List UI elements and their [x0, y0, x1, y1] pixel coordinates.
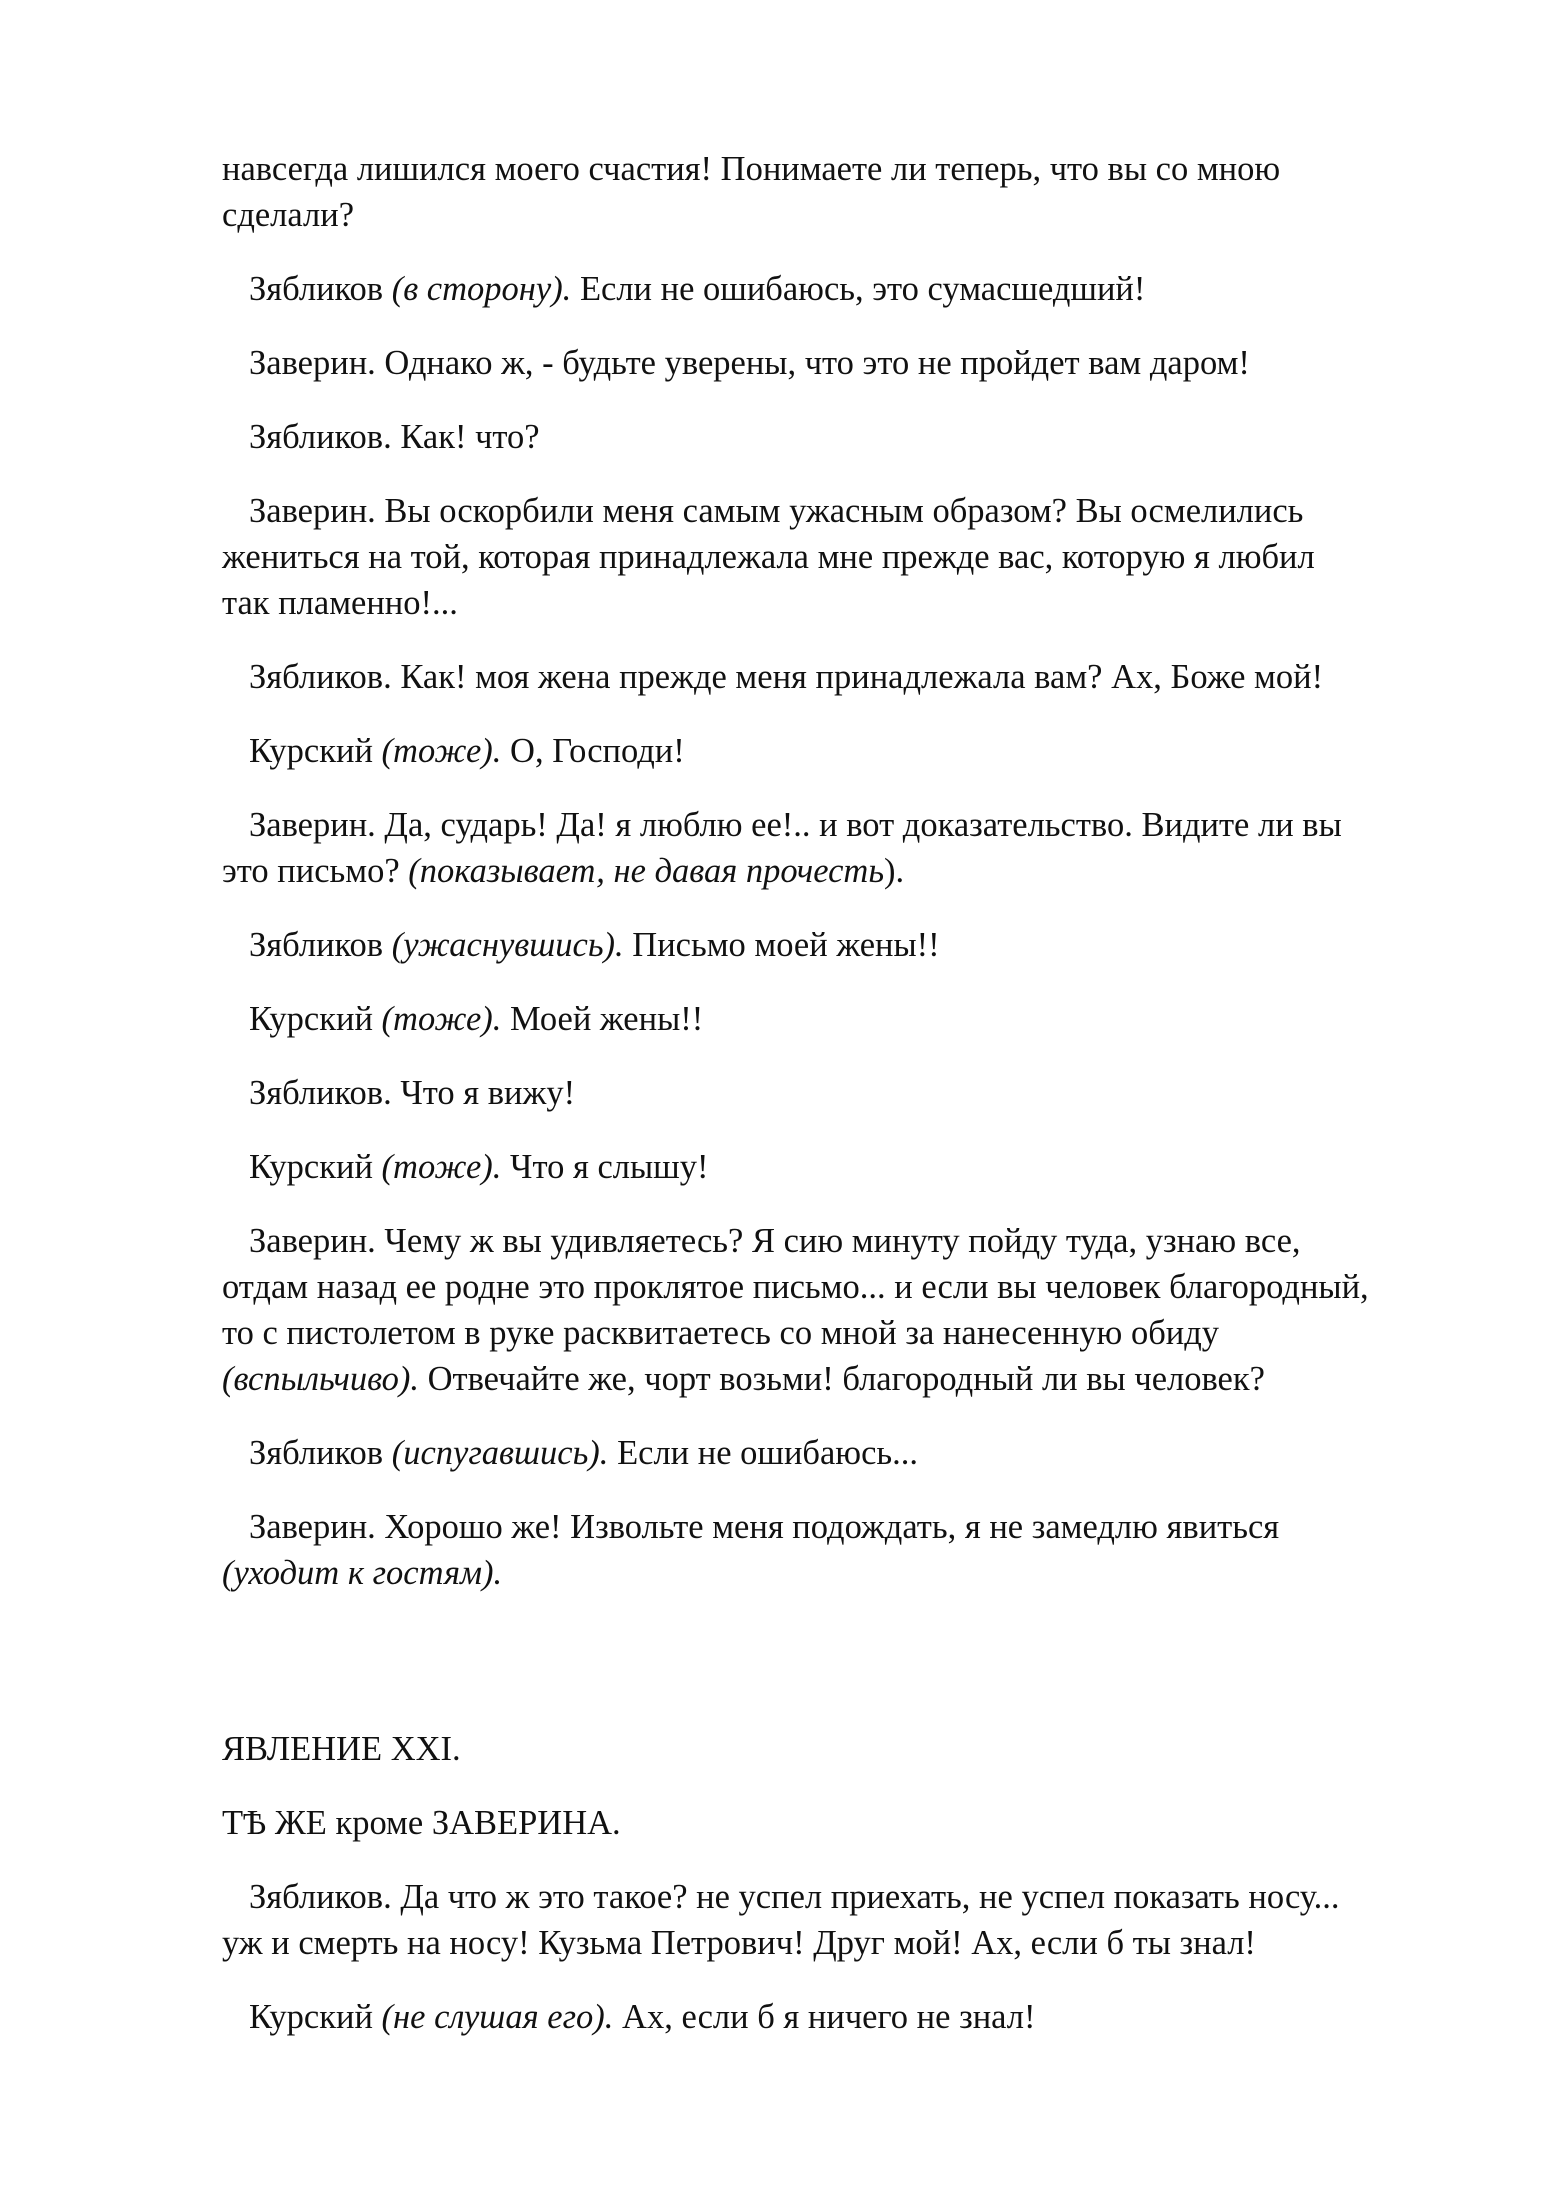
dialogue-line: [222, 1144, 1452, 1190]
dialogue-line: [222, 414, 1452, 460]
dialogue-text: Письмо моей жены!!: [632, 926, 940, 964]
text-line: это письмо?: [222, 852, 400, 890]
text-line: Заверин. Да, сударь! Да! я люблю ее!.. и вот доказательство. Видите ли вы: [249, 806, 1342, 844]
dialogue-text: Что я слышу!: [510, 1148, 709, 1186]
section-spacer: [222, 1624, 1452, 1726]
stage-direction: (тоже).: [381, 1000, 502, 1038]
stage-direction: (показывает, не давая прочесть: [408, 852, 885, 890]
dialogue-text: Зябликов. Как! что?: [249, 418, 540, 456]
dialogue-line: [222, 802, 1452, 894]
dialogue-text: Если не ошибаюсь, это сумасшедший!: [579, 270, 1146, 308]
dialogue-text: Моей жены!!: [510, 1000, 704, 1038]
dialogue-text: Если не ошибаюсь...: [617, 1434, 918, 1472]
dialogue-line: [222, 654, 1452, 700]
stage-direction: (ужаснувшись).: [391, 926, 624, 964]
dialogue-line: [222, 488, 1452, 626]
stage-direction: (тоже).: [381, 732, 502, 770]
speaker-name: Зябликов: [249, 270, 384, 308]
dialogue-text: Ах, если б я ничего не знал!: [622, 1998, 1036, 2036]
dialogue-text: О, Господи!: [510, 732, 685, 770]
scene-characters: ТѢ ЖЕ кроме ЗАВЕРИНА.: [222, 1804, 621, 1842]
dialogue-line: [222, 1994, 1452, 2040]
text-line: Зябликов. Да что ж это такое? не успел приехать, не успел показать носу...: [249, 1878, 1340, 1916]
text-line: уж и смерть на носу! Кузьма Петрович! Друг мой! Ах, если б ты знал!: [222, 1924, 1256, 1962]
text-line-end: ).: [884, 852, 905, 890]
stage-direction: (испугавшись).: [391, 1434, 609, 1472]
text-line: Заверин. Вы оскорбили меня самым ужасным образом? Вы осмелились: [249, 492, 1304, 530]
dialogue-line: [222, 996, 1452, 1042]
dialogue-text: Заверин. Однако ж, - будьте уверены, что это не пройдет вам даром!: [249, 344, 1250, 382]
dialogue-line: [222, 728, 1452, 774]
text-line: то с пистолетом в руке расквитаетесь со мной за нанесенную обиду: [222, 1314, 1220, 1352]
text-line: Отвечайте же, чорт возьми! благородный ли вы человек?: [427, 1360, 1265, 1398]
stage-direction: (тоже).: [381, 1148, 502, 1186]
paragraph-continuation: [222, 146, 1452, 238]
speaker-name: Курский: [249, 1000, 373, 1038]
stage-direction: (не слушая его).: [381, 1998, 614, 2036]
dialogue-line: [222, 1218, 1452, 1402]
speaker-name: Зябликов: [249, 926, 384, 964]
scene-heading: ЯВЛЕНИЕ XXI.: [222, 1730, 461, 1768]
stage-direction: (уходит к гостям).: [222, 1554, 503, 1592]
dialogue-text: Зябликов. Что я вижу!: [249, 1074, 576, 1112]
text-line: Заверин. Хорошо же! Извольте меня подождать, я не замедлю явиться: [249, 1508, 1280, 1546]
text-line: сделали?: [222, 196, 355, 234]
dialogue-line: [222, 1070, 1452, 1116]
stage-direction: (в сторону).: [391, 270, 572, 308]
dialogue-line: [222, 922, 1452, 968]
text-line: отдам назад ее родне это проклятое письмо... и если вы человек благородный,: [222, 1268, 1369, 1306]
speaker-name: Курский: [249, 1998, 373, 2036]
text-line: Заверин. Чему ж вы удивляетесь? Я сию минуту пойду туда, узнаю все,: [249, 1222, 1301, 1260]
dialogue-line: [222, 1430, 1452, 1476]
dialogue-line: [222, 266, 1452, 312]
dialogue-line: [222, 1504, 1452, 1596]
document-page: [222, 146, 1452, 2068]
dialogue-line: [222, 1874, 1452, 1966]
text-line: так пламенно!...: [222, 584, 458, 622]
dialogue-line: [222, 340, 1452, 386]
dialogue-text: Зябликов. Как! моя жена прежде меня принадлежала вам? Ах, Боже мой!: [249, 658, 1324, 696]
text-line: навсегда лишился моего счастия! Понимаете ли теперь, что вы со мною: [222, 150, 1281, 188]
stage-direction: (вспыльчиво).: [222, 1360, 419, 1398]
speaker-name: Курский: [249, 1148, 373, 1186]
text-line: жениться на той, которая принадлежала мне прежде вас, которую я любил: [222, 538, 1315, 576]
speaker-name: Зябликов: [249, 1434, 384, 1472]
speaker-name: Курский: [249, 732, 373, 770]
